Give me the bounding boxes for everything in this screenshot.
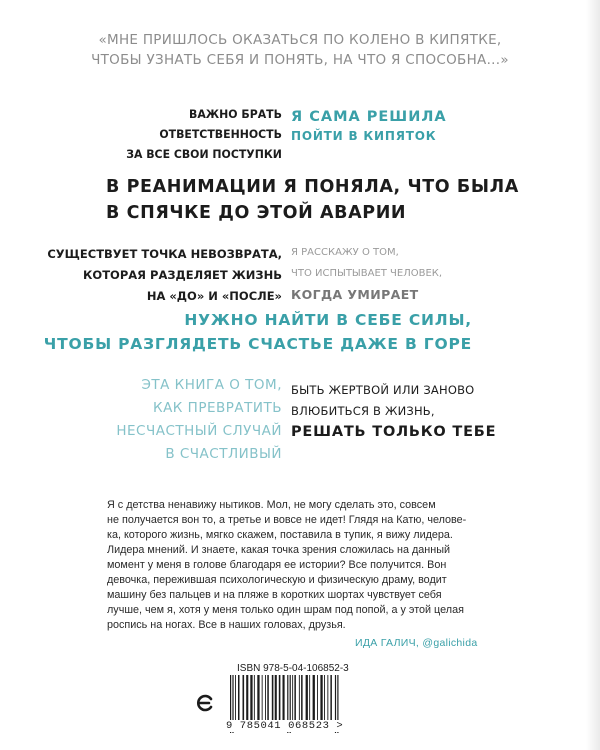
text-line: ЗА ВСЕ СВОИ ПОСТУПКИ (126, 147, 282, 161)
barcode-bar (272, 675, 274, 721)
text-line: НА «ДО» И «ПОСЛЕ» (146, 289, 282, 303)
text-line: В СЧАСТЛИВЫЙ (165, 446, 282, 462)
blurb-line: ка, которого жизнь, мягко скажем, поставила в тупик, я вижу лидера. (107, 529, 453, 541)
spine-shadow (586, 0, 600, 750)
text-line: ПОЙТИ В КИПЯТОК (291, 129, 437, 143)
top-quote-line: ЧТОБЫ УЗНАТЬ СЕБЯ И ПОНЯТЬ, НА ЧТО Я СПОСОБНА...» (91, 52, 509, 68)
top-quote (60, 30, 540, 70)
barcode-bar (235, 675, 236, 721)
text-line: ЧТО ИСПЫТЫВАЕТ ЧЕЛОВЕК, (291, 268, 443, 279)
barcode-bar (283, 675, 285, 721)
barcode-bar (301, 675, 303, 721)
publisher-logo-icon (195, 692, 215, 714)
text-line: В СПЯЧКЕ ДО ЭТОЙ АВАРИИ (106, 203, 407, 223)
text-line: КОТОРАЯ РАЗДЕЛЯЕТ ЖИЗНЬ (83, 268, 282, 282)
barcode-bar (313, 675, 315, 721)
isbn-text: ISBN 978-5-04-106852-3 (237, 663, 349, 674)
barcode-bar (275, 675, 277, 721)
blurb-line: Я с детства ненавижу нытиков. Мол, не могу сделать это, совсем (107, 499, 436, 511)
blurb-line: момент у меня в голове благодаря ее истории? Все получится. Вон (107, 559, 447, 571)
blurb-line: роспись на ногах. Все в наших головах, друзья. (107, 619, 346, 631)
text-line: ВАЖНО БРАТЬ (189, 107, 282, 121)
barcode-bar (292, 675, 293, 721)
victim-block (291, 380, 496, 443)
point-of-no-return-block (47, 244, 282, 307)
text-line: НЕСЧАСТНЫЙ СЛУЧАЙ (116, 423, 282, 439)
text-line: СУЩЕСТВУЕТ ТОЧКА НЕВОЗВРАТА, (47, 247, 282, 261)
blurb-line: Лидера мнений. И знаете, какая точка зрения сложилась на данный (107, 544, 451, 556)
text-line: Я РАССКАЖУ О ТОМ, (291, 247, 399, 258)
blurb-line: не получается вон то, а третье и вовсе не идет! Глядя на Катю, челове- (107, 514, 467, 526)
reanimation-block (106, 174, 519, 226)
barcode-bar (265, 675, 266, 721)
barcode-bar (257, 675, 259, 721)
decided-block (291, 108, 447, 146)
text-line: КАК ПРЕВРАТИТЬ (152, 400, 282, 416)
barcode-digits: 9 785041 068523 > (226, 720, 386, 732)
dying-block (291, 242, 442, 305)
text-line: Я САМА РЕШИЛА (291, 109, 447, 125)
barcode-bar (267, 675, 269, 721)
text-line: НУЖНО НАЙТИ В СЕБЕ СИЛЫ, (184, 311, 472, 329)
strength-block (44, 308, 472, 356)
text-line: БЫТЬ ЖЕРТВОЙ ИЛИ ЗАНОВО (291, 383, 475, 397)
barcode-bar (330, 675, 332, 721)
blurb-line: лучше, чем я, хотя у меня только один шрам под попой, а у этой целая (107, 604, 464, 616)
top-quote-line: «МНЕ ПРИШЛОСЬ ОКАЗАТЬСЯ ПО КОЛЕНО В КИПЯТКЕ, (98, 32, 502, 48)
barcode-bar (309, 675, 310, 721)
responsibility-block (126, 104, 282, 164)
barcode-bar (299, 675, 300, 721)
barcode-bar (324, 675, 325, 721)
book-about-block (116, 374, 282, 466)
blurb-line: машину без пальцев и на пляже в коротких шортах чувствует себя (107, 589, 442, 601)
barcode-bar (306, 675, 308, 721)
barcode-bar (246, 675, 248, 721)
barcode-bar (327, 675, 328, 721)
barcode-bar (250, 675, 252, 721)
barcode-bar (238, 675, 240, 721)
text-line: ВЛЮБИТЬСЯ В ЖИЗНЬ, (291, 404, 435, 418)
text-line: РЕШАТЬ ТОЛЬКО ТЕБЕ (291, 424, 497, 440)
author-signature: ИДА ГАЛИЧ, @galichida (355, 637, 478, 649)
barcode-bar (262, 675, 263, 721)
blurb-paragraph (107, 498, 507, 633)
barcode-bar (320, 675, 322, 721)
blurb-line: девочка, пережившая психологическую и физическую драму, водит (107, 574, 447, 586)
text-line: ЭТА КНИГА О ТОМ, (141, 377, 282, 393)
barcode-bar (279, 675, 281, 721)
text-line: КОГДА УМИРАЕТ (291, 287, 419, 302)
text-line: В РЕАНИМАЦИИ Я ПОНЯЛА, ЧТО БЫЛА (106, 177, 519, 197)
text-line: ЧТОБЫ РАЗГЛЯДЕТЬ СЧАСТЬЕ ДАЖЕ В ГОРЕ (43, 335, 472, 353)
barcode-bar (317, 675, 318, 721)
barcode-bar (243, 675, 245, 721)
barcode-bar (254, 675, 255, 721)
text-line: ОТВЕТСТВЕННОСТЬ (159, 127, 282, 141)
barcode-bar (294, 675, 296, 721)
